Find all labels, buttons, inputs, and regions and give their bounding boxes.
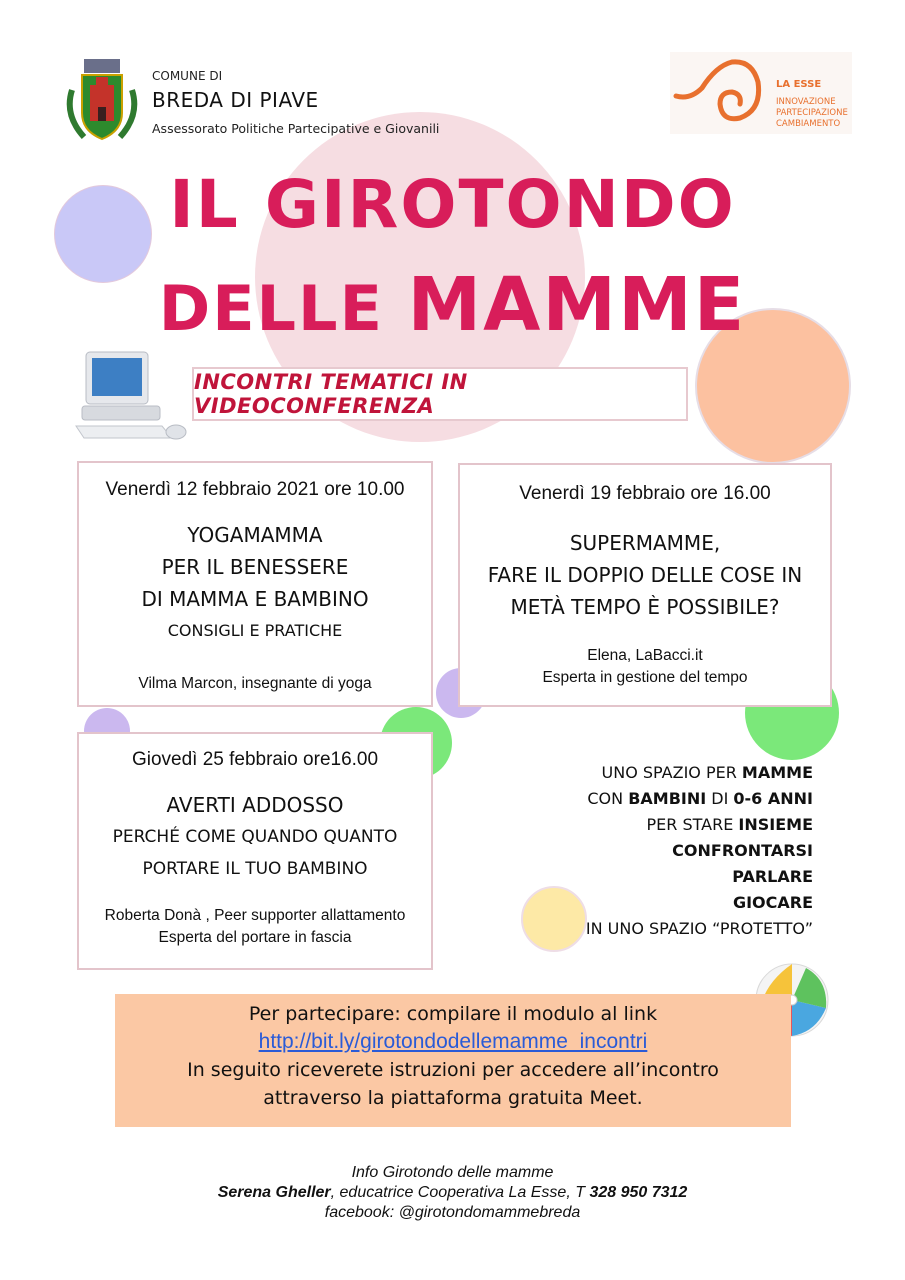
comune-name: BREDA DI PIAVE <box>152 88 319 112</box>
participation-line-4: attraverso la piattaforma gratuita Meet. <box>263 1087 643 1109</box>
tagline-line-2: CON BAMBINI DI 0-6 ANNI <box>587 789 813 808</box>
yellow-circle <box>521 886 587 952</box>
footer-info: Info Girotondo delle mamme <box>351 1164 554 1181</box>
logo-line-1: INNOVAZIONE <box>776 97 836 107</box>
tagline-line-5: PARLARE <box>732 867 813 886</box>
event-date: Venerdì 12 febbraio 2021 ore 10.00 <box>105 479 405 500</box>
event-topic-line: DI MAMMA E BAMBINO <box>141 587 369 611</box>
tagline-line-3: PER STARE INSIEME <box>646 815 813 834</box>
event-topic-line: SUPERMAMME, <box>569 531 721 555</box>
event-card-3 <box>77 732 433 970</box>
contact-name: Serena Gheller <box>217 1184 331 1201</box>
comune-label: COMUNE DI <box>152 69 223 83</box>
event-topic-line: PER IL BENESSERE <box>161 555 349 579</box>
tagline-line-7: IN UNO SPAZIO “PROTETTO” <box>585 919 813 938</box>
tagline-line-1: UNO SPAZIO PER MAMME <box>601 763 813 782</box>
event-speaker: Elena, LaBacci.it <box>587 647 703 664</box>
footer <box>0 1163 905 1223</box>
event-speaker: Vilma Marcon, insegnante di yoga <box>138 675 372 692</box>
event-speaker: Roberta Donà , Peer supporter allattamento <box>104 907 406 924</box>
participation-link-row <box>115 1028 791 1056</box>
event-date: Giovedì 25 febbraio ore16.00 <box>131 749 379 770</box>
spiral-icon <box>670 52 770 132</box>
event-speaker: Esperta in gestione del tempo <box>542 669 748 686</box>
contact-phone: 328 950 7312 <box>589 1184 688 1201</box>
participation-line-3: In seguito riceverete istruzioni per accedere all’incontro <box>187 1059 719 1081</box>
registration-link[interactable]: http://bit.ly/girotondodellemamme_incontri <box>258 1030 648 1053</box>
footer-contact <box>0 1183 905 1203</box>
event-topic-line: FARE IL DOPPIO DELLE COSE IN <box>487 563 803 587</box>
subtitle-box <box>192 367 688 421</box>
la-esse-logo <box>670 52 852 134</box>
event-card-1 <box>77 461 433 707</box>
event-subtopic: CONSIGLI E PRATICHE <box>167 621 343 640</box>
coat-of-arms-icon <box>62 55 142 145</box>
event-speaker: Esperta del portare in fascia <box>158 929 352 946</box>
event-subtopic: PERCHÉ COME QUANDO QUANTO <box>112 827 398 847</box>
title-line-2 <box>0 262 905 348</box>
event-subtopic: PORTARE IL TUO BAMBINO <box>142 859 368 879</box>
logo-line-2: PARTECIPAZIONE <box>776 108 848 118</box>
contact-role: , educatrice Cooperativa La Esse, T <box>330 1184 590 1201</box>
computer-icon <box>72 348 192 448</box>
participation-line-1: Per partecipare: compilare il modulo al link <box>248 1003 658 1025</box>
event-topic-line: YOGAMAMMA <box>187 523 323 547</box>
event-topic-line: METÀ TEMPO È POSSIBILE? <box>510 595 780 619</box>
event-date: Venerdì 19 febbraio ore 16.00 <box>519 483 771 504</box>
logo-name: LA ESSE <box>776 79 822 90</box>
title-line-1: IL GIROTONDO <box>169 166 736 243</box>
tagline-line-6: GIOCARE <box>732 893 813 912</box>
title-delle: DELLE <box>158 272 408 345</box>
event-topic-line: AVERTI ADDOSSO <box>166 793 344 817</box>
subtitle-text: INCONTRI TEMATICI IN VIDEOCONFERENZA <box>194 370 468 418</box>
department-name: Assessorato Politiche Partecipative e Giovanili <box>152 121 440 136</box>
tagline <box>586 760 813 942</box>
footer-facebook: facebook: @girotondomammebreda <box>324 1204 581 1221</box>
tagline-line-4: CONFRONTARSI <box>672 841 813 860</box>
participation-box <box>115 994 791 1127</box>
event-card-2 <box>458 463 832 707</box>
logo-line-3: CAMBIAMENTO <box>776 119 841 129</box>
title-mamme: MAMME <box>407 262 747 348</box>
